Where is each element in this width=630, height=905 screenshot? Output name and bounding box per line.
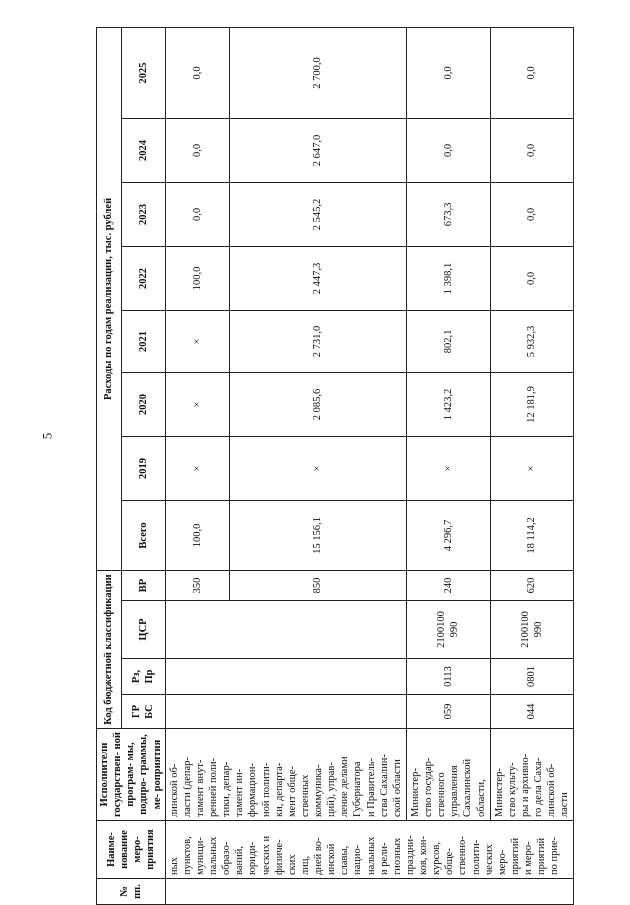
executor-line: ство государ-	[423, 757, 434, 817]
cell-rzpr	[165, 659, 406, 695]
header-rzpr: Рз, Пр	[122, 659, 166, 695]
executor-line: ки, департа-	[273, 762, 285, 817]
executor-line: ры и архивно-	[519, 753, 531, 817]
name-line: юриди-	[247, 841, 259, 875]
header-budget-code: Код бюджетной классификации	[97, 570, 122, 728]
executor-line: коммуника-	[313, 764, 324, 817]
cell-2023: 0,0	[165, 182, 229, 246]
header-year-2024: 2024	[122, 118, 166, 182]
cell-2023: 673,3	[406, 182, 490, 246]
cell-vr: 620	[490, 570, 574, 600]
header-csr: ЦСР	[122, 601, 166, 659]
executor-line: тики, депар-	[221, 761, 233, 817]
cell-rzpr: 0113	[406, 659, 490, 695]
executor-line: Губернатора	[352, 761, 364, 817]
cell-2020: 12 181,9	[490, 372, 574, 436]
executor-line: ной полити-	[260, 762, 272, 817]
name-line: ческих	[483, 844, 495, 875]
expenses-table	[96, 27, 574, 905]
cell-total: 4 296,7	[406, 500, 490, 570]
cell-2025: 0,0	[490, 27, 574, 118]
header-no: № пп.	[97, 879, 166, 905]
name-line: ваний,	[234, 846, 246, 875]
name-line: меро-	[496, 849, 508, 875]
name-line: ских	[286, 854, 298, 875]
cell-2019: ×	[165, 436, 229, 500]
name-line: пальных	[208, 836, 219, 875]
executor-line: области,	[475, 779, 487, 817]
header-grbs: ГР БС	[122, 695, 166, 729]
executor-line: тамент внут-	[194, 759, 206, 817]
name-line: обще-	[444, 848, 456, 875]
cell-2023: 0,0	[490, 182, 574, 246]
executor-line: линской об-	[168, 763, 180, 817]
cell-2019: ×	[406, 436, 490, 500]
name-line: инской	[326, 843, 338, 875]
header-year-2019: 2019	[122, 436, 166, 500]
cell-2020: 1 423,2	[406, 372, 490, 436]
executor-line: го дела Саха-	[533, 757, 544, 817]
table-row	[490, 27, 574, 904]
executor-line: ственного	[436, 772, 448, 817]
page-number: 5	[39, 432, 55, 440]
name-line: дней во-	[313, 837, 324, 875]
executor-line: ственных	[299, 774, 311, 817]
name-line: по прие-	[549, 836, 561, 875]
header-total: Всего	[122, 500, 166, 570]
name-line: гиозных	[391, 837, 403, 875]
name-line: физиче-	[273, 839, 285, 875]
name-line: лиц,	[299, 855, 311, 875]
cell-executor	[490, 729, 574, 821]
cell-2019: ×	[490, 436, 574, 500]
header-row-1	[97, 27, 122, 904]
name-line: ков, кон-	[418, 836, 429, 875]
cell-2022: 0,0	[490, 246, 574, 310]
executor-line: ласти (депар-	[181, 757, 193, 817]
cell-2025: 0,0	[406, 27, 490, 118]
table-row	[406, 27, 490, 904]
name-line: нальных	[365, 836, 377, 875]
cell-no	[165, 879, 574, 905]
name-line: ственно-	[457, 836, 469, 875]
name-line: приятий	[536, 837, 548, 875]
name-line: ческих и	[260, 835, 272, 875]
cell-2025: 2 700,0	[229, 27, 406, 118]
executor-line: ренней поли-	[208, 757, 219, 817]
executor-line: Министер-	[409, 768, 421, 817]
cell-2021: ×	[165, 310, 229, 372]
header-year-2020: 2020	[122, 372, 166, 436]
cell-executor	[406, 729, 490, 821]
name-line: праздни-	[404, 835, 416, 875]
executor-line: и Правитель-	[365, 757, 377, 817]
executor-line: ской области	[391, 759, 403, 817]
header-year-2022: 2022	[122, 246, 166, 310]
cell-grbs	[165, 695, 406, 729]
name-line: пунктов,	[181, 836, 193, 875]
cell-csr	[165, 601, 406, 659]
header-year-2025: 2025	[122, 27, 166, 118]
cell-2022: 1 398,1	[406, 246, 490, 310]
header-year-2023: 2023	[122, 182, 166, 246]
cell-executor	[165, 729, 406, 821]
cell-2025: 0,0	[165, 27, 229, 118]
rotated-table-region	[96, 28, 571, 905]
executor-line: управления	[449, 765, 461, 817]
cell-2022: 100,0	[165, 246, 229, 310]
cell-vr: 240	[406, 570, 490, 600]
executor-line: ство культу-	[506, 762, 518, 817]
name-line: и рели-	[378, 842, 390, 875]
name-line: и меро-	[523, 841, 534, 875]
cell-2024: 0,0	[165, 118, 229, 182]
header-name: Наиме- нование меро- приятия	[97, 821, 166, 879]
executor-line: ций), управ-	[326, 762, 338, 817]
header-expenses: Расходы по годам реализации, тыс. рублей	[97, 27, 122, 570]
cell-2020: ×	[165, 372, 229, 436]
cell-2024: 0,0	[490, 118, 574, 182]
cell-2019: ×	[229, 436, 406, 500]
cell-grbs: 059	[406, 695, 490, 729]
name-line: нацио-	[352, 844, 364, 875]
executor-line: линской об-	[546, 763, 558, 817]
executor-line: ление делами	[339, 756, 351, 817]
executor-line: тамент ин-	[234, 768, 246, 817]
cell-2024: 2 647,0	[229, 118, 406, 182]
executor-line: ства Сахалин-	[378, 754, 390, 817]
cell-grbs: 044	[490, 695, 574, 729]
executor-line: мент обще-	[286, 766, 298, 817]
header-year-2021: 2021	[122, 310, 166, 372]
name-line: муници-	[194, 837, 206, 875]
header-executors: Исполнители государствен- ной програм- мы, подпро- граммы, ме- роприятия	[97, 729, 166, 821]
executor-line: Сахалинской	[462, 758, 474, 817]
cell-2021: 802,1	[406, 310, 490, 372]
name-line: приятий	[509, 837, 521, 875]
cell-2020: 2 085,6	[229, 372, 406, 436]
table-container	[96, 28, 571, 905]
cell-vr: 350	[165, 570, 229, 600]
cell-total: 15 156,1	[229, 500, 406, 570]
cell-csr: 2100100 990	[406, 601, 490, 659]
cell-2021: 2 731,0	[229, 310, 406, 372]
name-line: славы,	[339, 845, 351, 875]
cell-2023: 2 545,2	[229, 182, 406, 246]
name-line: курсов,	[431, 842, 443, 875]
name-line: образо-	[221, 841, 233, 875]
name-line: полити-	[470, 839, 482, 875]
executor-line: формацион-	[247, 763, 259, 817]
table-row	[165, 27, 229, 904]
executor-line: Министер-	[493, 768, 505, 817]
cell-rzpr: 0801	[490, 659, 574, 695]
cell-vr: 850	[229, 570, 406, 600]
cell-total: 100,0	[165, 500, 229, 570]
header-vr: ВР	[122, 570, 166, 600]
cell-2022: 2 447,3	[229, 246, 406, 310]
name-line: ных	[168, 857, 180, 875]
cell-2021: 5 932,3	[490, 310, 574, 372]
cell-total: 18 114,2	[490, 500, 574, 570]
executor-line: ласти	[559, 792, 571, 817]
cell-2024: 0,0	[406, 118, 490, 182]
cell-csr: 2100100 990	[490, 601, 574, 659]
cell-name	[165, 821, 574, 879]
